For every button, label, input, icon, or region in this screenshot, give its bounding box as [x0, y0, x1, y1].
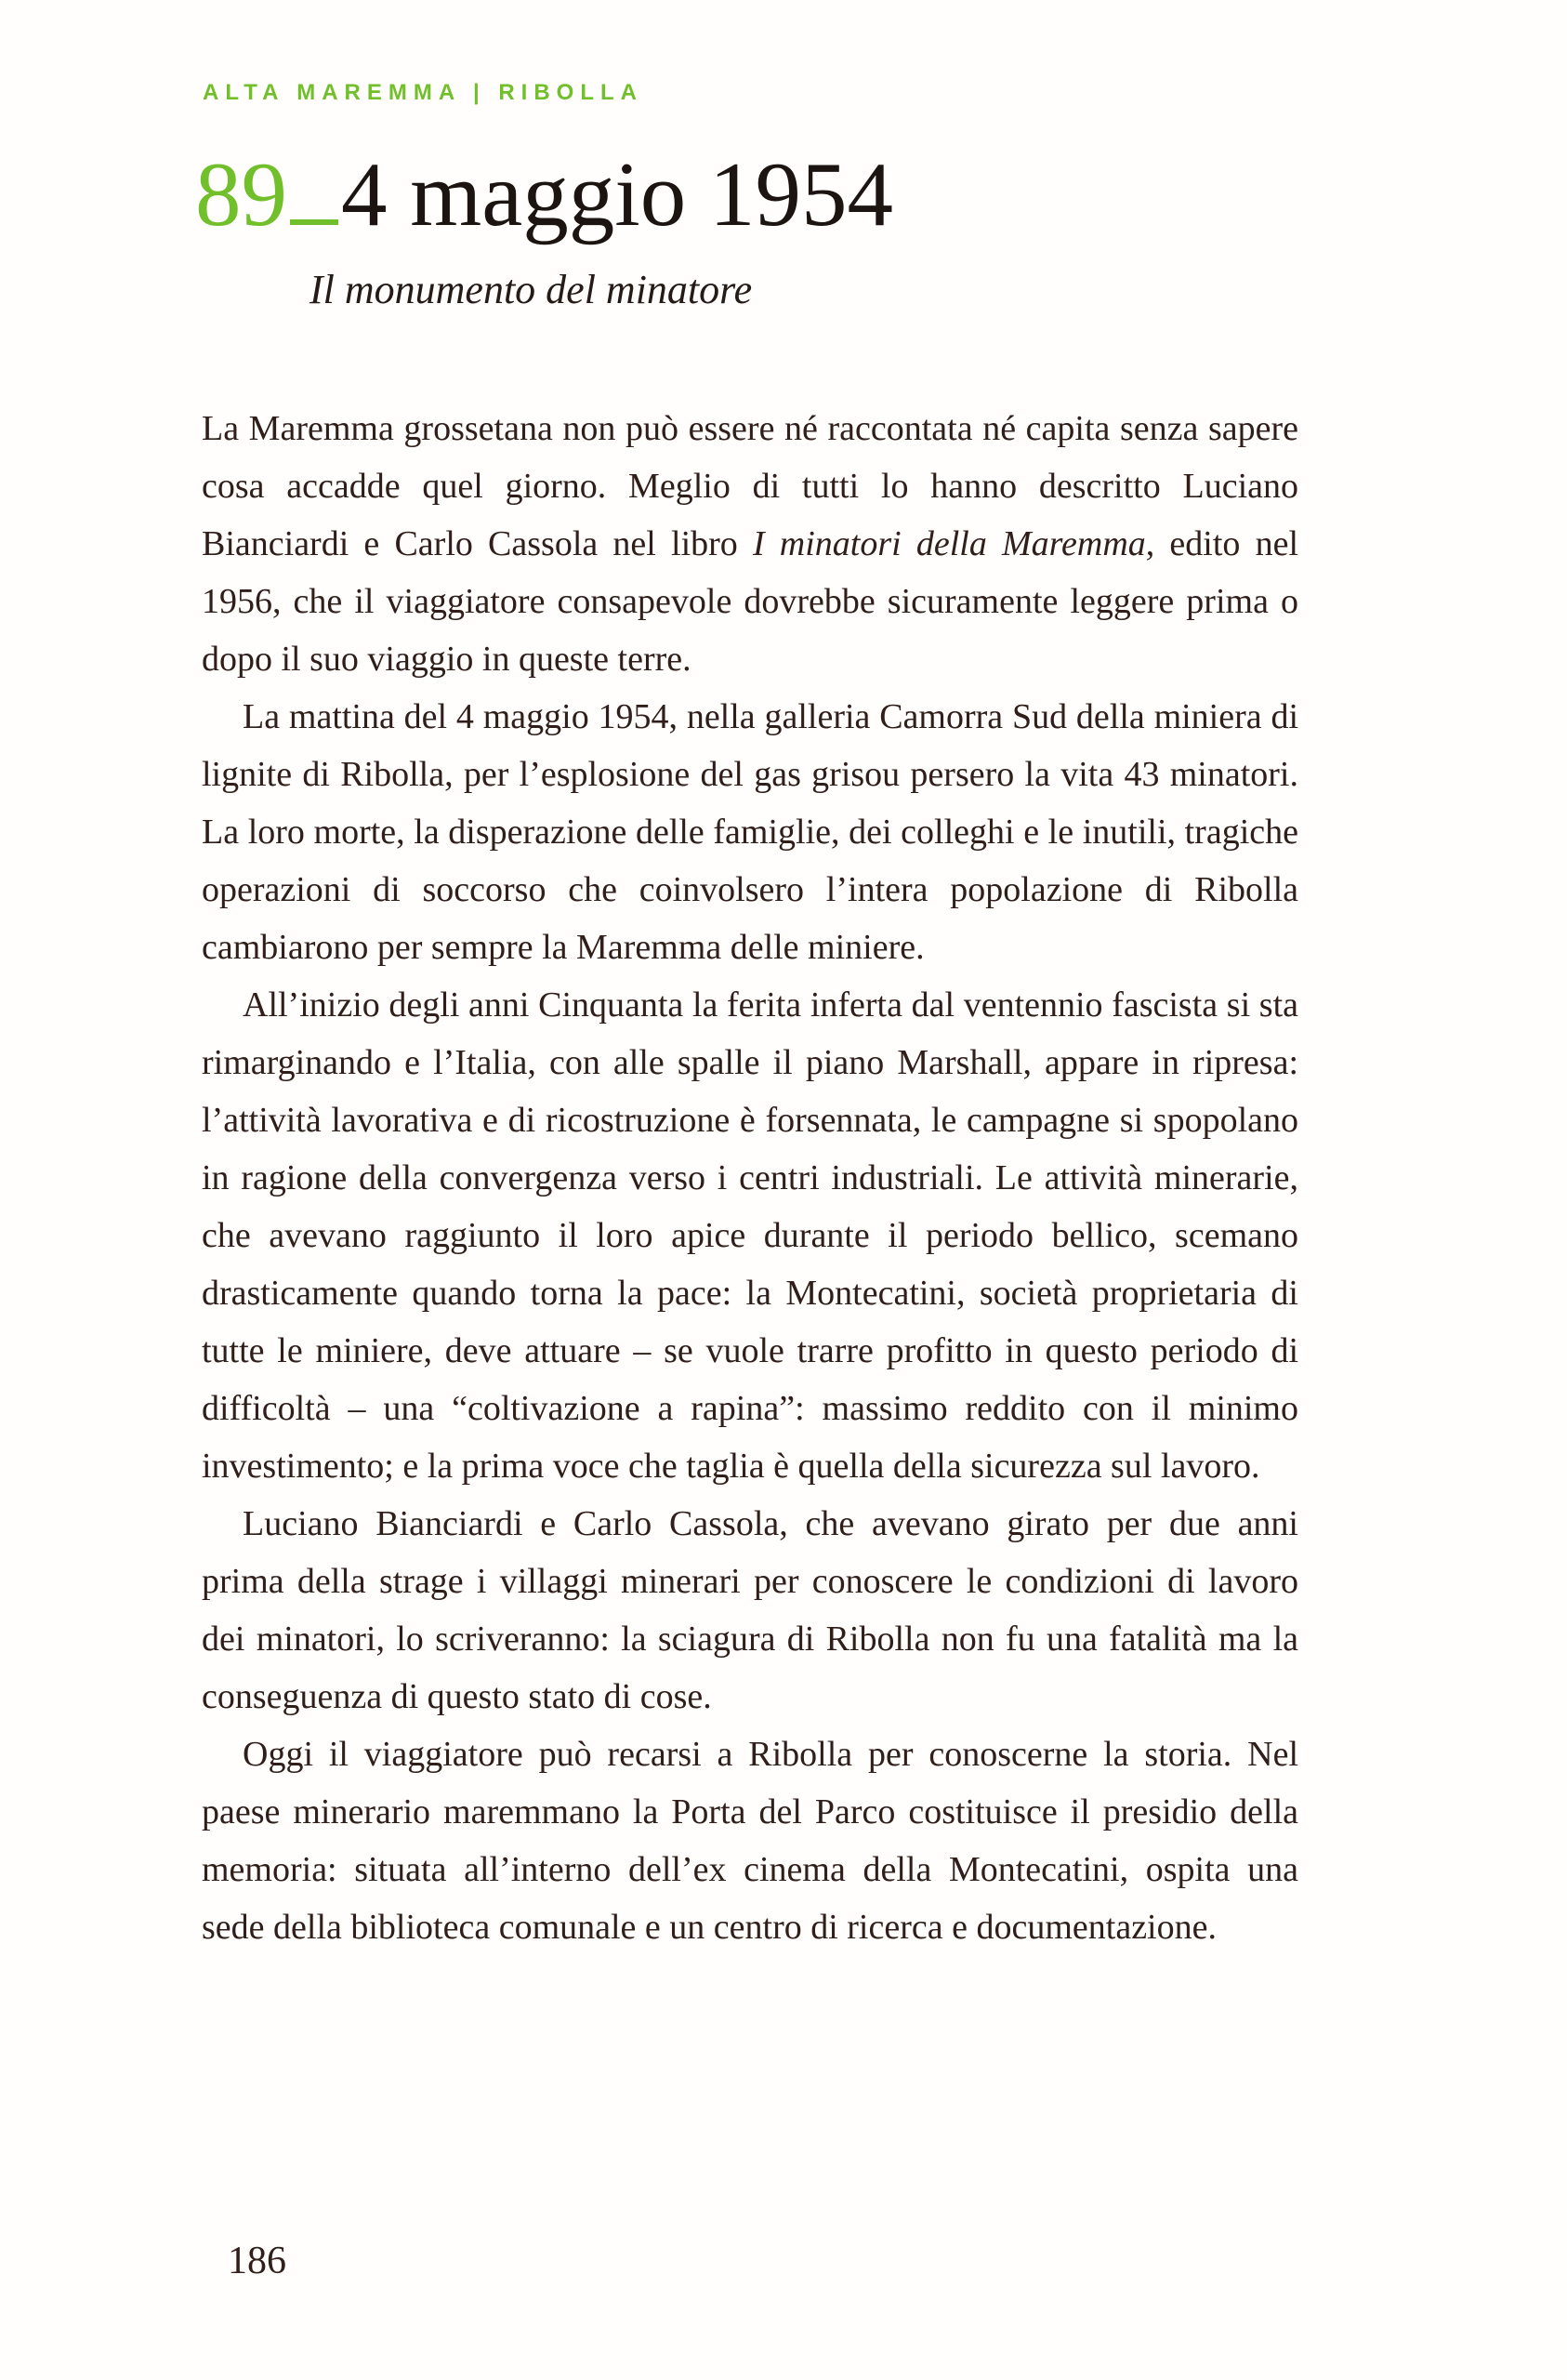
- body-text: [202, 400, 1298, 1956]
- title-underscore-rule: [290, 219, 338, 225]
- chapter-title: [195, 144, 893, 245]
- paragraph: [202, 1495, 1298, 1726]
- chapter-subtitle: Il monumento del minatore: [309, 267, 753, 312]
- text-run: Oggi il viaggiatore può recarsi a Ribolla per conoscerne la storia. Nel paese minerario maremmano la Porta del Parco costituisce il presidio della memoria: situata all’interno dell’ex cinema della Montecatini, ospita una sede della biblioteca comunale e un centro di ricerca e documentazione.: [202, 1735, 1298, 1947]
- paragraph: [202, 1726, 1298, 1956]
- chapter-title-text: 4 maggio 1954: [341, 144, 893, 245]
- text-run: All’inizio degli anni Cinquanta la ferita inferta dal ventennio fascista si sta rimarginando e l’Italia, con alle spalle il piano Marshall, appare in ripresa: l’attività lavorativa e di ricostruzione è forsennata, le campagne si spopolano in ragione della convergenza verso i centri industriali. Le attività minerarie, che avevano raggiunto il loro apice durante il periodo bellico, scemano drasticamente quando torna la pace: la Montecatini, società proprietaria di tutte le miniere, deve attuare – se vuole trarre profitto in questo periodo di difficoltà – una “coltivazione a rapina”: massimo reddito con il minimo investimento; e la prima voce che taglia è quella della sicurezza sul lavoro.: [202, 985, 1298, 1486]
- italic-run: I minatori della Maremma: [752, 524, 1146, 563]
- paragraph: [202, 400, 1298, 688]
- text-run: La Maremma grossetana non può essere né raccontata né capita senza sapere cosa accadde quel giorno. Meglio di tutti lo hanno descritto Luciano Bianciardi e Carlo Cassola nel libro: [202, 409, 1298, 563]
- text-run: , edito nel 1956, che il viaggiatore consapevole dovrebbe sicuramente leggere prima o dopo il suo viaggio in queste terre.: [202, 524, 1298, 679]
- text-run: Luciano Bianciardi e Carlo Cassola, che avevano girato per due anni prima della strage i villaggi minerari per conoscere le condizioni di lavoro dei minatori, lo scriveranno: la sciagura di Ribolla non fu una fatalità ma la conseguenza di questo stato di cose.: [202, 1504, 1298, 1716]
- section-kicker: ALTA MAREMMA | RIBOLLA: [203, 80, 643, 105]
- page-number: 186: [228, 2240, 286, 2282]
- chapter-number: 89: [195, 144, 287, 245]
- paragraph: [202, 976, 1298, 1495]
- text-run: La mattina del 4 maggio 1954, nella galleria Camorra Sud della miniera di lignite di Ribolla, per l’esplosione del gas grisou persero la vita 43 minatori. La loro morte, la disperazione delle famiglie, dei colleghi e le inutili, tragiche operazioni di soccorso che coinvolsero l’intera popolazione di Ribolla cambiarono per sempre la Maremma delle miniere.: [202, 697, 1298, 967]
- paragraph: [202, 688, 1298, 976]
